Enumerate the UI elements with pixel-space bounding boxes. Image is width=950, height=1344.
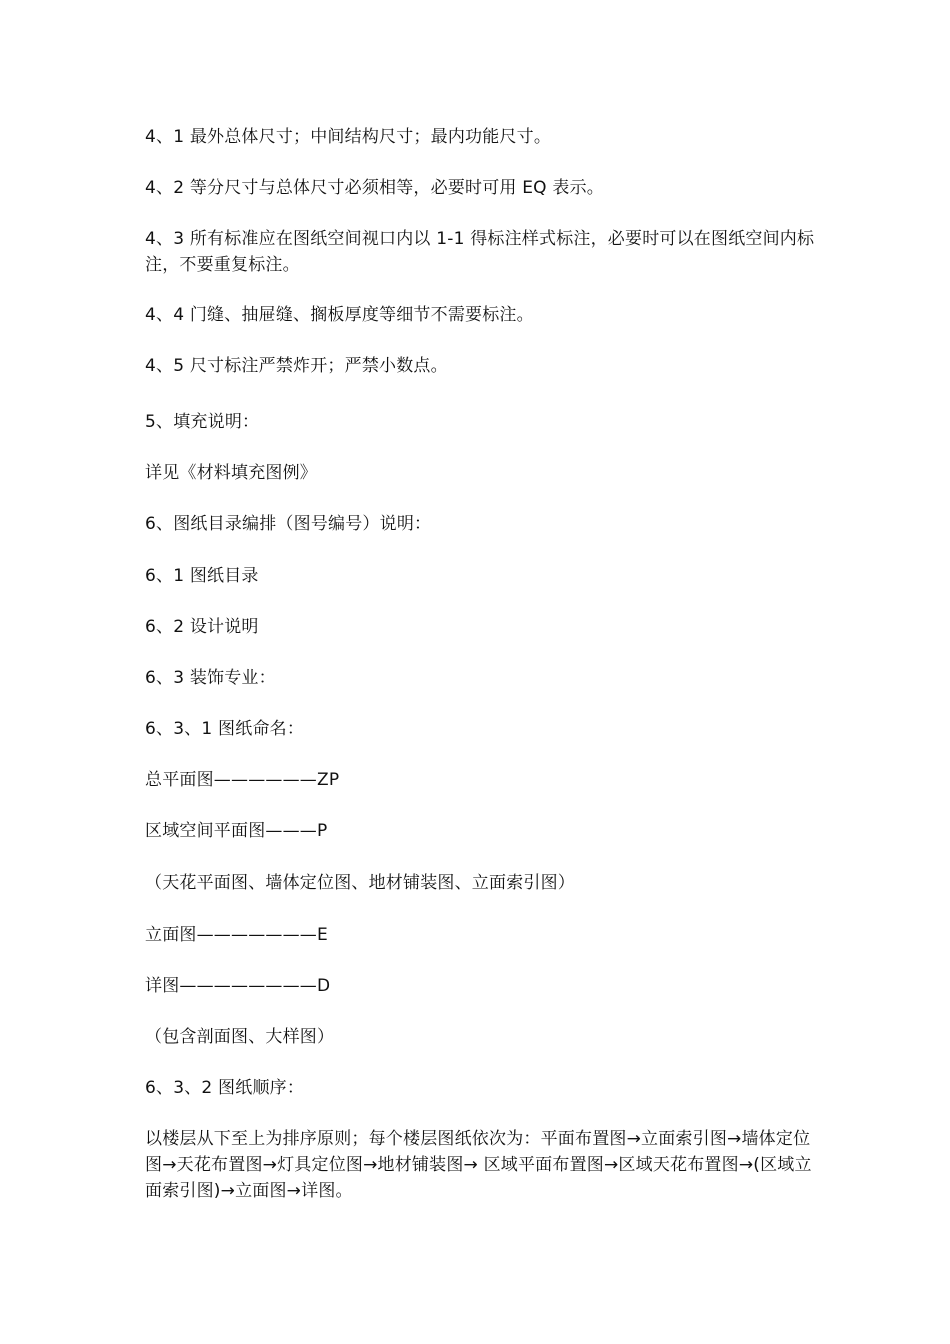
paragraph-4-4: 4、4 门缝、抽屉缝、搁板厚度等细节不需要标注。 xyxy=(145,305,534,325)
paragraph-4-1: 4、1 最外总体尺寸；中间结构尺寸；最内功能尺寸。 xyxy=(145,127,552,147)
heading-5: 5、填充说明： xyxy=(145,412,260,432)
paragraph-6-2: 6、2 设计说明 xyxy=(145,617,259,637)
paragraph-6-3: 6、3 装饰专业： xyxy=(145,668,276,688)
naming-elevation: 立面图———————E xyxy=(145,925,328,945)
paragraph-6-3-2: 6、3、2 图纸顺序： xyxy=(145,1078,305,1098)
paragraph-6-3-1: 6、3、1 图纸命名： xyxy=(145,719,305,739)
naming-master-plan: 总平面图——————ZP xyxy=(145,770,340,790)
paragraph-6-1: 6、1 图纸目录 xyxy=(145,566,259,586)
paragraph-4-3: 4、3 所有标准应在图纸空间视口内以 1-1 得标注样式标注，必要时可以在图纸空间内标注，不要重复标注。 xyxy=(145,229,815,275)
paragraph-5-detail: 详见《材料填充图例》 xyxy=(145,463,317,483)
naming-zone-plan-note: （天花平面图、墙体定位图、地材铺装图、立面索引图） xyxy=(145,873,575,893)
naming-zone-plan: 区域空间平面图———P xyxy=(145,821,328,841)
paragraph-4-5: 4、5 尺寸标注严禁炸开；严禁小数点。 xyxy=(145,356,448,376)
naming-detail-note: （包含剖面图、大样图） xyxy=(145,1027,335,1047)
paragraph-4-2: 4、2 等分尺寸与总体尺寸必须相等，必要时可用 EQ 表示。 xyxy=(145,178,604,198)
paragraph-drawing-order: 以楼层从下至上为排序原则；每个楼层图纸依次为：平面布置图→立面索引图→墙体定位图→天花布置图→灯具定位图→地材铺装图→ 区域平面布置图→区域天花布置图→(区域立面索引图)→立面图→详图。 xyxy=(145,1129,812,1201)
heading-6: 6、图纸目录编排（图号编号）说明： xyxy=(145,514,432,534)
naming-detail: 详图————————D xyxy=(145,976,331,996)
